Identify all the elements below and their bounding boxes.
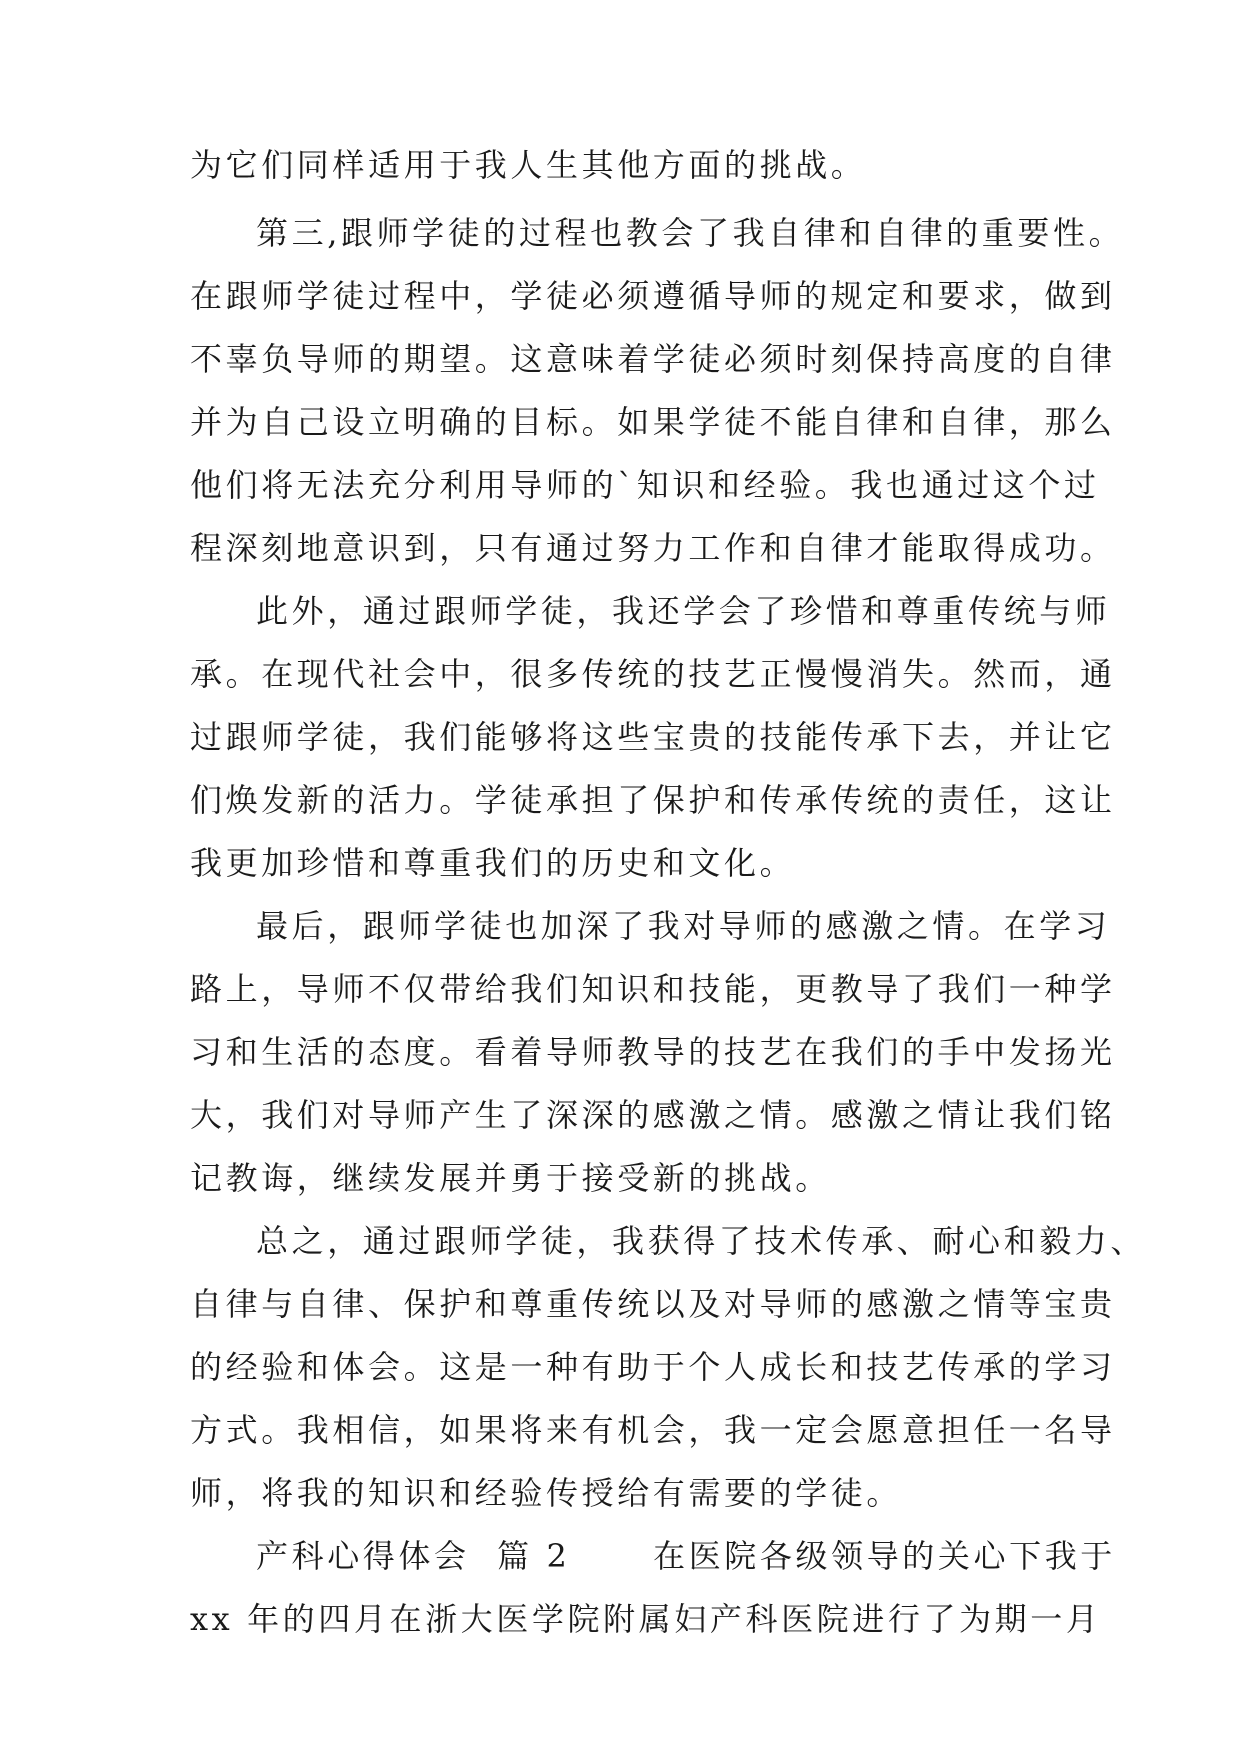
text-line: 记教诲，继续发展并勇于接受新的挑战。 xyxy=(190,1159,831,1197)
text-line: 们焕发新的活力。学徒承担了保护和传承传统的责任，这让 xyxy=(190,781,1116,819)
text-line: 过跟师学徒，我们能够将这些宝贵的技能传承下去，并让它 xyxy=(190,718,1116,756)
paragraph-start-line: 此外，通过跟师学徒，我还学会了珍惜和尊重传统与师 xyxy=(256,592,1111,630)
text-line: 习和生活的态度。看着导师教导的技艺在我们的手中发扬光 xyxy=(190,1033,1116,1071)
paragraph-start-line: 总之，通过跟师学徒，我获得了技术传承、耐心和毅力、 xyxy=(256,1222,1147,1260)
paragraph-start-line: 第三,跟师学徒的过程也教会了我自律和自律的重要性。 xyxy=(256,214,1125,252)
text-line: 在跟师学徒过程中，学徒必须遵循导师的规定和要求，做到 xyxy=(190,277,1116,315)
text-line: 大，我们对导师产生了深深的感激之情。感激之情让我们铭 xyxy=(190,1096,1116,1134)
text-line: 师，将我的知识和经验传授给有需要的学徒。 xyxy=(190,1474,903,1512)
paragraph-start-line: 最后，跟师学徒也加深了我对导师的感激之情。在学习 xyxy=(256,907,1111,945)
text-line: 方式。我相信，如果将来有机会，我一定会愿意担任一名导 xyxy=(190,1411,1116,1449)
text-line: 自律与自律、保护和尊重传统以及对导师的感激之情等宝贵 xyxy=(190,1285,1116,1323)
text-line: 程深刻地意识到，只有通过努力工作和自律才能取得成功。 xyxy=(190,529,1116,567)
text-line: 承。在现代社会中，很多传统的技艺正慢慢消失。然而，通 xyxy=(190,655,1116,693)
text-line: 为它们同样适用于我人生其他方面的挑战。 xyxy=(190,146,867,184)
text-line: 的经验和体会。这是一种有助于个人成长和技艺传承的学习 xyxy=(190,1348,1116,1386)
section-heading-line: 产科心得体会 篇 2 在医院各级领导的关心下我于 xyxy=(256,1537,1116,1575)
text-line: 并为自己设立明确的目标。如果学徒不能自律和自律，那么 xyxy=(190,403,1116,441)
text-line: xx 年的四月在浙大医学院附属妇产科医院进行了为期一月 xyxy=(190,1600,1102,1638)
text-line: 我更加珍惜和尊重我们的历史和文化。 xyxy=(190,844,796,882)
text-line: 他们将无法充分利用导师的`知识和经验。我也通过这个过 xyxy=(190,466,1100,504)
text-line: 不辜负导师的期望。这意味着学徒必须时刻保持高度的自律 xyxy=(190,340,1116,378)
text-line: 路上，导师不仅带给我们知识和技能，更教导了我们一种学 xyxy=(190,970,1116,1008)
